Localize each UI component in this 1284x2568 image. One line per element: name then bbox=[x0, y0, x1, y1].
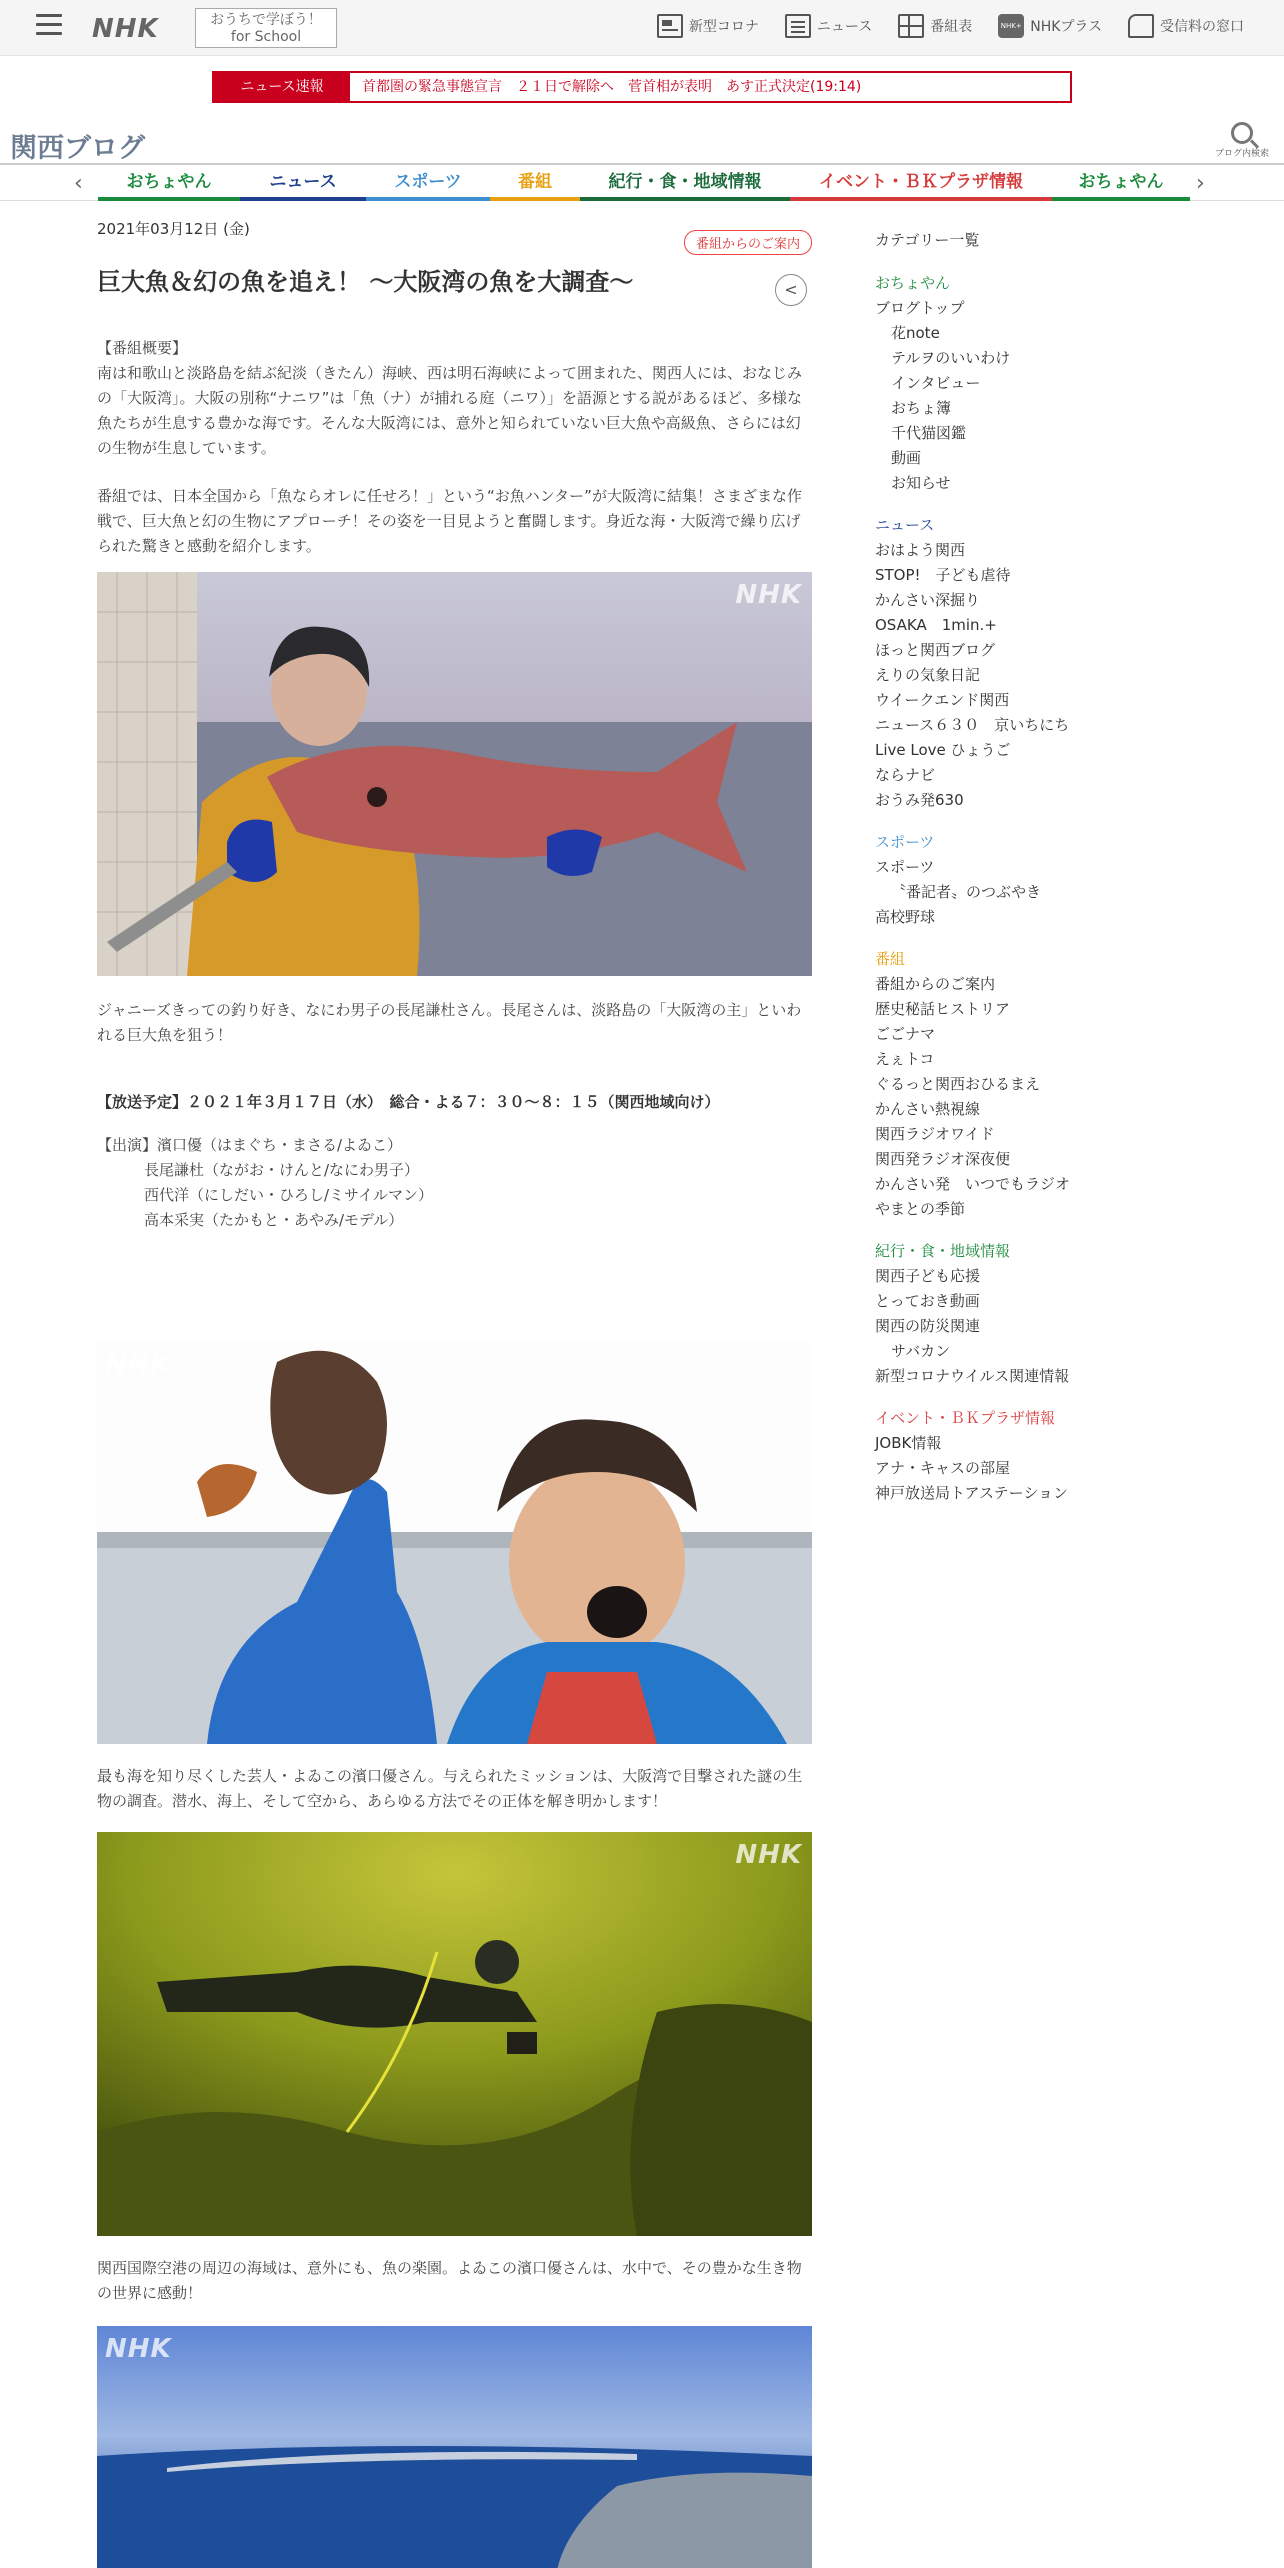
chevron-left-icon[interactable]: ‹ bbox=[74, 171, 83, 196]
photo-diver-underwater bbox=[97, 1832, 812, 2236]
sidebar-item[interactable]: 関西ラジオワイド bbox=[875, 1125, 995, 1143]
sidebar-item[interactable]: ならナビ bbox=[875, 766, 936, 784]
nav-fee-window[interactable] bbox=[1128, 14, 1244, 38]
cast-member: 西代洋（にしだい・ひろし/ミサイルマン） bbox=[144, 1186, 434, 1204]
sidebar-item[interactable]: かんさい深掘り bbox=[875, 591, 981, 609]
sidebar-group bbox=[875, 513, 1135, 813]
program-table-icon bbox=[898, 14, 924, 38]
sidebar-item[interactable]: ごごナマ bbox=[875, 1025, 936, 1043]
tab-ochoyan[interactable]: おちょやん bbox=[98, 165, 240, 201]
photo-nagao-big-fish bbox=[97, 572, 812, 976]
sidebar-item[interactable]: えぇトコ bbox=[875, 1050, 935, 1068]
sidebar-item[interactable]: スポーツ bbox=[875, 858, 935, 876]
nav-label: 番組表 bbox=[930, 19, 973, 35]
sidebar-item[interactable]: 高校野球 bbox=[875, 908, 936, 926]
cast-heading: 【出演】濱口優（はまぐち・まさる/よゐこ） bbox=[97, 1136, 403, 1154]
sidebar-item[interactable]: アナ・キャスの部屋 bbox=[875, 1459, 1011, 1477]
school-label-en: for School bbox=[230, 29, 302, 45]
sidebar-item[interactable]: 関西発ラジオ深夜便 bbox=[875, 1150, 1011, 1168]
share-icon[interactable]: < bbox=[775, 274, 807, 306]
article-title: 巨大魚＆幻の魚を追え！ ～大阪湾の魚を大調査～ bbox=[97, 268, 634, 296]
nhk-watermark: NHK bbox=[105, 1350, 172, 1380]
nhk-watermark: NHK bbox=[735, 580, 802, 610]
sidebar-item[interactable]: とっておき動画 bbox=[875, 1292, 980, 1310]
sidebar-item[interactable]: STOP! 子ども虐待 bbox=[875, 566, 1011, 584]
sidebar-item[interactable]: おはよう関西 bbox=[875, 541, 966, 559]
sidebar-item[interactable]: ぐるっと関西おひるまえ bbox=[875, 1075, 1041, 1093]
sidebar-group-title[interactable]: 番組 bbox=[875, 950, 906, 968]
sidebar-group bbox=[875, 830, 1135, 930]
global-nav bbox=[657, 14, 1244, 38]
category-badge[interactable]: 番組からのご案内 bbox=[684, 230, 812, 255]
sidebar-item[interactable]: OSAKA 1min.+ bbox=[875, 616, 997, 634]
sidebar-item[interactable]: テルヲのいいわけ bbox=[891, 349, 1011, 367]
sidebar-item[interactable]: 動画 bbox=[891, 449, 922, 467]
photo-nagao-big-fish-graphic bbox=[97, 572, 812, 976]
tab-programs[interactable]: 番組 bbox=[490, 165, 580, 201]
sidebar-item[interactable]: おちょ簿 bbox=[891, 399, 952, 417]
sidebar-item[interactable]: 番組からのご案内 bbox=[875, 975, 996, 993]
sidebar-group bbox=[875, 1239, 1135, 1389]
tab-events-bk-plaza[interactable]: イベント・ＢＫプラザ情報 bbox=[790, 165, 1052, 201]
nhk-watermark: NHK bbox=[105, 2334, 172, 2364]
cast-member: 高本采実（たかもと・あやみ/モデル） bbox=[144, 1211, 404, 1229]
sidebar-item[interactable]: インタビュー bbox=[891, 374, 981, 392]
photo-caption: 関西国際空港の周辺の海域は、意外にも、魚の楽園。よゐこの濱口優さんは、水中で、その豊かな生き物の世界に感動！ bbox=[97, 2259, 802, 2302]
nav-news[interactable] bbox=[785, 14, 872, 38]
category-tabs bbox=[98, 165, 1190, 201]
sidebar-item[interactable]: 歴史秘話ヒストリア bbox=[875, 1000, 1011, 1018]
sidebar-item[interactable]: えりの気象日記 bbox=[875, 666, 981, 684]
sidebar-item[interactable]: 新型コロナウイルス関連情報 bbox=[875, 1367, 1070, 1385]
sidebar-group bbox=[875, 947, 1135, 1222]
menu-icon[interactable] bbox=[36, 14, 62, 38]
category-sidebar bbox=[875, 228, 1135, 1523]
breaking-news-bar[interactable] bbox=[212, 71, 1072, 103]
sidebar-groups bbox=[875, 271, 1135, 1506]
sidebar-item[interactable]: 〝番記者〟のつぶやき bbox=[891, 883, 1042, 901]
overview-text: 南は和歌山と淡路島を結ぶ紀淡（きたん）海峡、西は明石海峡によって囲まれた、関西人には、おなじみの「大阪湾」。大阪の別称“ナニワ”は「魚（ナ）が捕れる庭（ニワ）」を語源とする説があるほど、多様な魚たちが生息する豊かな海です。そんな大阪湾には、意外と知られていない巨大魚や高級魚、さらには幻の生物が生息しています。 bbox=[97, 364, 803, 457]
nhk-logo[interactable]: NHK bbox=[92, 14, 159, 44]
sidebar-item[interactable]: おうみ発630 bbox=[875, 791, 964, 809]
blog-search-button[interactable] bbox=[1212, 122, 1272, 159]
photo-hamaguchi-fish-graphic bbox=[97, 1342, 812, 1744]
nav-label: 受信料の窓口 bbox=[1160, 19, 1244, 35]
cast-member: 長尾謙杜（ながお・けんと/なにわ男子） bbox=[144, 1161, 420, 1179]
tab-ochoyan-repeat[interactable]: おちょやん bbox=[1052, 165, 1190, 201]
nav-covid[interactable] bbox=[657, 14, 759, 38]
fee-window-icon bbox=[1128, 14, 1154, 38]
sidebar-item[interactable]: ニュース６３０ 京いちにち bbox=[875, 716, 1070, 734]
sidebar-heading: カテゴリー一覧 bbox=[875, 231, 980, 249]
photo-hamaguchi-fish bbox=[97, 1342, 812, 1744]
sidebar-item[interactable]: ブログトップ bbox=[875, 299, 965, 317]
sidebar-group-title[interactable]: ニュース bbox=[875, 516, 935, 534]
sidebar-group-title[interactable]: イベント・ＢＫプラザ情報 bbox=[875, 1409, 1056, 1427]
breaking-news-label: ニュース速報 bbox=[214, 73, 350, 101]
nav-program-table[interactable] bbox=[898, 14, 972, 38]
nav-label: NHKプラス bbox=[1030, 19, 1102, 35]
sidebar-group-title[interactable]: おちょやん bbox=[875, 274, 951, 292]
article bbox=[97, 218, 812, 2364]
photo-caption: ジャニーズきっての釣り好き、なにわ男子の長尾謙杜さん。長尾さんは、淡路島の「大阪湾の主」といわれる巨大魚を狙う！ bbox=[97, 1001, 802, 1044]
article-overview bbox=[97, 336, 812, 559]
sidebar-item[interactable]: やまとの季節 bbox=[875, 1200, 966, 1218]
broadcast-info bbox=[97, 1090, 812, 1233]
nav-label: 新型コロナ bbox=[688, 19, 759, 35]
sidebar-group bbox=[875, 1406, 1135, 1506]
for-school-button[interactable] bbox=[195, 8, 337, 48]
sidebar-item[interactable]: かんさい発 いつでもラジオ bbox=[875, 1175, 1071, 1193]
sidebar-group-title[interactable]: スポーツ bbox=[875, 833, 935, 851]
sidebar-item[interactable]: 関西の防災関連 bbox=[875, 1317, 981, 1335]
blog-search-label: ブログ内検索 bbox=[1214, 149, 1269, 159]
covid-icon bbox=[657, 14, 683, 38]
sidebar-group bbox=[875, 271, 1135, 496]
nhk-plus-icon: NHK+ bbox=[998, 14, 1024, 38]
sidebar-item[interactable]: ほっと関西ブログ bbox=[875, 641, 996, 659]
broadcast-schedule: 【放送予定】２０２１年３月１７日（水） 総合・よる７：３０～８：１５（関西地域向け） bbox=[97, 1093, 720, 1111]
nav-label: ニュース bbox=[816, 19, 873, 35]
sidebar-item[interactable]: JOBK情報 bbox=[875, 1434, 942, 1452]
top-bar bbox=[0, 0, 1284, 56]
sidebar-item[interactable]: 関西子ども応援 bbox=[875, 1267, 981, 1285]
tab-sports[interactable]: スポーツ bbox=[366, 165, 490, 201]
news-icon bbox=[785, 14, 811, 38]
tab-news[interactable]: ニュース bbox=[240, 165, 366, 201]
blog-title[interactable]: 関西ブログ bbox=[10, 133, 145, 164]
search-icon bbox=[1231, 122, 1253, 144]
nhk-watermark: NHK bbox=[735, 1840, 802, 1870]
sidebar-item[interactable]: Live Love ひょうご bbox=[875, 741, 1011, 759]
sidebar-group-title[interactable]: 紀行・食・地域情報 bbox=[875, 1242, 1011, 1260]
sidebar-item[interactable]: お知らせ bbox=[891, 474, 951, 492]
sidebar-item[interactable]: ウイークエンド関西 bbox=[875, 691, 1010, 709]
overview-heading: 【番組概要】 bbox=[97, 339, 188, 357]
school-label-jp: おうちで学ぼう！ bbox=[210, 12, 322, 28]
photo-caption: 最も海を知り尽くした芸人・よゐこの濱口優さん。与えられたミッションは、大阪湾で目撃された謎の生物の調査。潜水、海上、そして空から、あらゆる方法でその正体を解き明かします！ bbox=[97, 1767, 803, 1810]
chevron-right-icon[interactable]: › bbox=[1196, 171, 1205, 196]
photo-aerial-bay-graphic bbox=[97, 2326, 812, 2568]
sidebar-item[interactable]: かんさい熱視線 bbox=[875, 1100, 981, 1118]
nav-nhk-plus[interactable] bbox=[998, 14, 1102, 38]
sidebar-item[interactable]: 花note bbox=[891, 324, 940, 342]
photo-diver-underwater-graphic bbox=[97, 1832, 812, 2236]
photo-aerial-bay bbox=[97, 2326, 812, 2568]
breaking-news-text[interactable]: 首都圏の緊急事態宣言 ２１日で解除へ 菅首相が表明 あす正式決定(19:14) bbox=[362, 79, 862, 95]
article-paragraph: 番組では、日本全国から「魚ならオレに任せろ！」という“お魚ハンター”が大阪湾に結集！さまざまな作戦で、巨大魚と幻の生物にアプローチ！その姿を一目見ようと奮闘します。身近な海・大阪湾で繰り広げられた驚きと感動を紹介します。 bbox=[97, 487, 802, 555]
sidebar-item[interactable]: 千代猫図鑑 bbox=[891, 424, 967, 442]
sidebar-item[interactable]: 神戸放送局トアステーション bbox=[875, 1484, 1069, 1502]
sidebar-item[interactable]: サバカン bbox=[891, 1342, 951, 1360]
article-date: 2021年03月12日 (金) bbox=[97, 220, 250, 238]
tab-travel-food-local[interactable]: 紀行・食・地域情報 bbox=[580, 165, 790, 201]
category-nav bbox=[0, 163, 1284, 201]
